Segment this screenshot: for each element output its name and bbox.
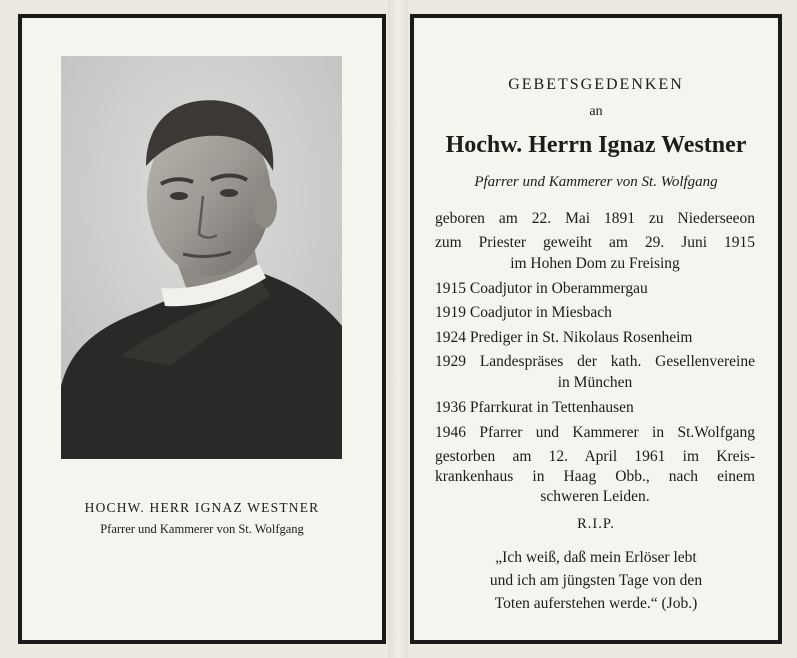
heading-an: an <box>589 104 603 119</box>
caption-role: Pfarrer und Kammerer von St. Wolfgang <box>100 522 304 536</box>
quote-line: und ich am jüngsten Tage von den <box>489 572 703 589</box>
portrait-image <box>61 56 342 459</box>
bio-line: zum Priester geweiht am 29. Juni 1915 <box>435 234 755 251</box>
quote-line: Toten auferstehen werde.“ (Job.) <box>494 595 698 612</box>
portrait-photo <box>61 56 342 459</box>
bio-line: geboren am 22. Mai 1891 zu Niederseeon <box>435 210 755 227</box>
bio-line: schweren Leiden. <box>540 488 650 505</box>
bio-line: 1919 Coadjutor in Miesbach <box>435 304 612 321</box>
bio-line: in München <box>557 374 633 391</box>
quote-line: „Ich weiß, daß mein Erlöser lebt <box>495 549 697 566</box>
bio-line: 1929 Landespräses der kath. Gesellenvereine <box>435 353 755 370</box>
bio-line: 1915 Coadjutor in Oberammergau <box>435 280 648 297</box>
bio-line: gestorben am 12. April 1961 im Kreis- <box>435 448 755 465</box>
card-fold <box>388 0 408 658</box>
bio-line: 1924 Prediger in St. Nikolaus Rosenheim <box>435 329 693 346</box>
rip-text: R.I.P. <box>577 516 615 532</box>
bio-line: 1946 Pfarrer und Kammerer in St.Wolfgang <box>435 424 755 441</box>
memorial-heading: GEBETSGEDENKEN <box>508 76 684 93</box>
caption-name: HOCHW. HERR IGNAZ WESTNER <box>84 500 320 515</box>
right-card <box>410 14 782 644</box>
bio-line: im Hohen Dom zu Freising <box>510 255 680 272</box>
deceased-role: Pfarrer und Kammerer von St. Wolfgang <box>474 174 718 190</box>
bio-line: krankenhaus in Haag Obb., nach einem <box>435 468 755 485</box>
left-card <box>18 14 386 644</box>
bible-quote <box>410 546 782 615</box>
deceased-name: Hochw. Herrn Ignaz Westner <box>445 132 747 158</box>
bio-line: 1936 Pfarrkurat in Tettenhausen <box>435 399 634 416</box>
